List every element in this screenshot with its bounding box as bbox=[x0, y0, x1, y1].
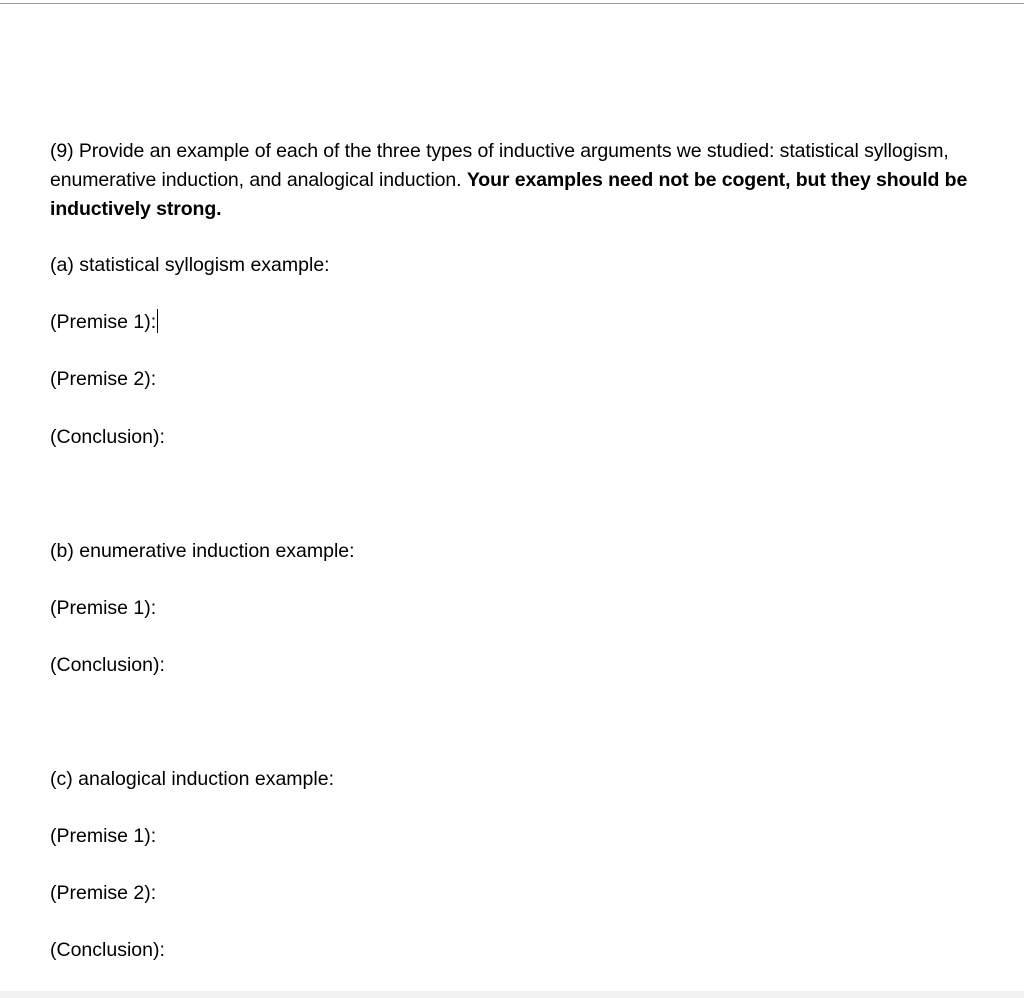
section-c-premise-2[interactable]: (Premise 2): bbox=[50, 882, 157, 904]
section-c-heading: (c) analogical induction example: bbox=[50, 768, 334, 790]
section-a-premise-1[interactable] bbox=[50, 309, 158, 335]
question-intro: (9) Provide an example of each of the three types of inductive arguments we studied: statistical syllogism, enumerative induction, and analogical induction. bbox=[50, 140, 949, 191]
section-a-heading: (a) statistical syllogism example: bbox=[50, 254, 330, 276]
bottom-page-edge bbox=[0, 991, 1024, 998]
section-a-conclusion[interactable]: (Conclusion): bbox=[50, 426, 165, 448]
question-9-text bbox=[50, 137, 980, 224]
question-emphasis: Your examples need not be cogent, but they should be inductively strong. bbox=[50, 169, 968, 220]
section-c-conclusion[interactable]: (Conclusion): bbox=[50, 939, 165, 961]
section-b-conclusion[interactable]: (Conclusion): bbox=[50, 654, 165, 676]
section-b-heading: (b) enumerative induction example: bbox=[50, 540, 355, 562]
section-b-premise-1[interactable]: (Premise 1): bbox=[50, 597, 157, 619]
section-c-premise-1[interactable]: (Premise 1): bbox=[50, 825, 157, 847]
text-cursor bbox=[157, 309, 158, 333]
section-a-premise-1-label: (Premise 1): bbox=[50, 311, 157, 333]
section-a-premise-2[interactable]: (Premise 2): bbox=[50, 368, 157, 390]
